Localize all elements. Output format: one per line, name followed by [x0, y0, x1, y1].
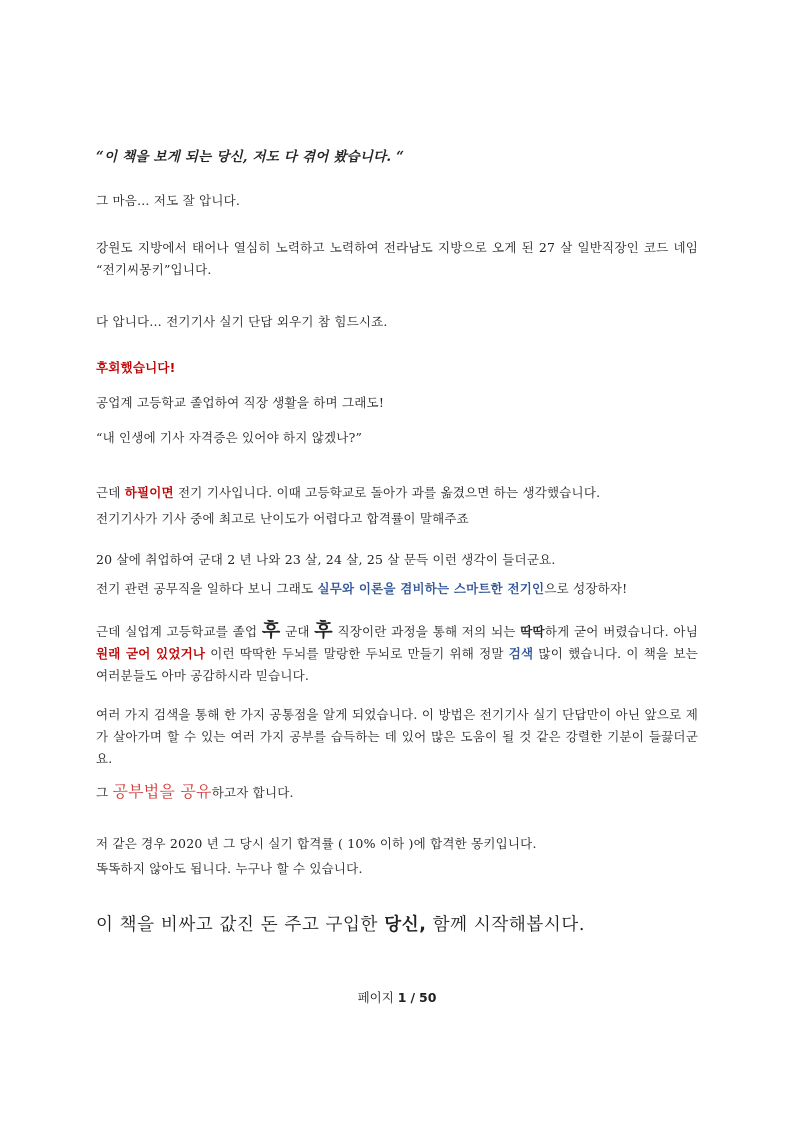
p10-a: 근데 실업계 고등학교를 졸업 — [96, 624, 262, 639]
paragraph-7: 전기기사가 기사 중에 최고로 난이도가 어렵다고 합격률이 말해주죠 — [96, 511, 469, 526]
p10-after-2: 후 — [314, 619, 333, 641]
p12-c: 하고자 합니다. — [211, 785, 294, 800]
paragraph-2: 강원도 지방에서 태어나 열심히 노력하고 노력하여 전라남도 지방으로 오게 된 27 살 일반직장인 코드 네임 “전기씨몽키”입니다. — [96, 240, 698, 277]
paragraph-10 — [96, 619, 698, 687]
intro-title: “이 책을 보게 되는 당신, 저도 다 겪어 봤습니다. “ — [96, 149, 405, 165]
p10-g: 하게 굳어 버렸습니다. 아님 — [544, 624, 698, 639]
paragraph-13: 저 같은 경우 2020 년 그 당시 실기 합격률 ( 10% 이하 )에 합격한 몽키입니다. — [96, 836, 537, 851]
closing-a: 이 책을 비싸고 값진 돈 주고 구입한 — [96, 915, 385, 935]
p10-search: 검색 — [508, 646, 534, 661]
closing-c: 함께 시작해봅시다. — [426, 915, 586, 935]
paragraph-11: 여러 가지 검색을 통해 한 가지 공통점을 알게 되었습니다. 이 방법은 전기기사 실기 단답만이 아닌 앞으로 제가 살아가며 할 수 있는 여러 가지 공부를 습득하는 데 있어 많은 도움이 될 것 같은 강렬한 기분이 들끓더군요. — [96, 707, 698, 766]
paragraph-14: 똑똑하지 않아도 됩니다. 누구나 할 수 있습니다. — [96, 861, 363, 876]
p10-i: 이런 딱딱한 두뇌를 말랑한 두뇌로 만들기 위해 정말 — [205, 646, 509, 661]
p9-emphasis: 실무와 이론을 겸비하는 스마트한 전기인 — [317, 581, 545, 596]
p10-c: 군대 — [280, 624, 315, 639]
paragraph-3: 다 압니다… 전기기사 실기 단답 외우기 참 힘드시죠. — [96, 314, 388, 329]
p10-originally: 원래 굳어 있었거나 — [96, 646, 206, 661]
paragraph-1: 그 마음… 저도 잘 압니다. — [96, 193, 241, 208]
paragraph-4: 공업계 고등학교 졸업하여 직장 생활을 하며 그래도! — [96, 395, 385, 410]
p10-e: 직장이란 과정을 통해 저의 뇌는 — [332, 624, 521, 639]
p6-c: 전기 기사입니다. 이때 고등학교로 돌아가 과를 옮겼으면 하는 생각했습니다. — [173, 485, 601, 500]
paragraph-5: “내 인생에 기사 자격증은 있어야 하지 않겠나?” — [96, 430, 363, 445]
p6-a: 근데 — [96, 485, 125, 500]
closing-line — [96, 914, 698, 936]
p12-emphasis: 공부법을 공유 — [112, 782, 212, 801]
p9-a: 전기 관련 공무직을 일하다 보니 그래도 — [96, 581, 318, 596]
page-total: 50 — [419, 990, 437, 1005]
paragraph-6 — [96, 482, 698, 504]
p10-hard: 딱딱 — [520, 624, 545, 639]
paragraph-8: 20 살에 취업하여 군대 2 년 나와 23 살, 24 살, 25 살 문득 이런 생각이 들더군요. — [96, 552, 556, 567]
page-footer — [0, 988, 794, 1006]
p6-emphasis: 하필이면 — [124, 485, 174, 500]
p12-a: 그 — [96, 785, 113, 800]
p9-c: 으로 성장하자! — [544, 581, 628, 596]
paragraph-12 — [96, 781, 698, 804]
page-current: 1 — [397, 990, 407, 1005]
closing-you: 당신, — [384, 915, 427, 935]
p10-k: 많이 했습니다. 이 책을 보는 여러분들도 아마 공감하시라 믿습니다. — [96, 646, 698, 683]
page-label: 페이지 — [357, 990, 394, 1005]
page-separator: / — [410, 990, 416, 1005]
p10-after-1: 후 — [261, 619, 281, 641]
regret-heading: 후회했습니다! — [96, 360, 176, 375]
paragraph-9 — [96, 578, 698, 600]
